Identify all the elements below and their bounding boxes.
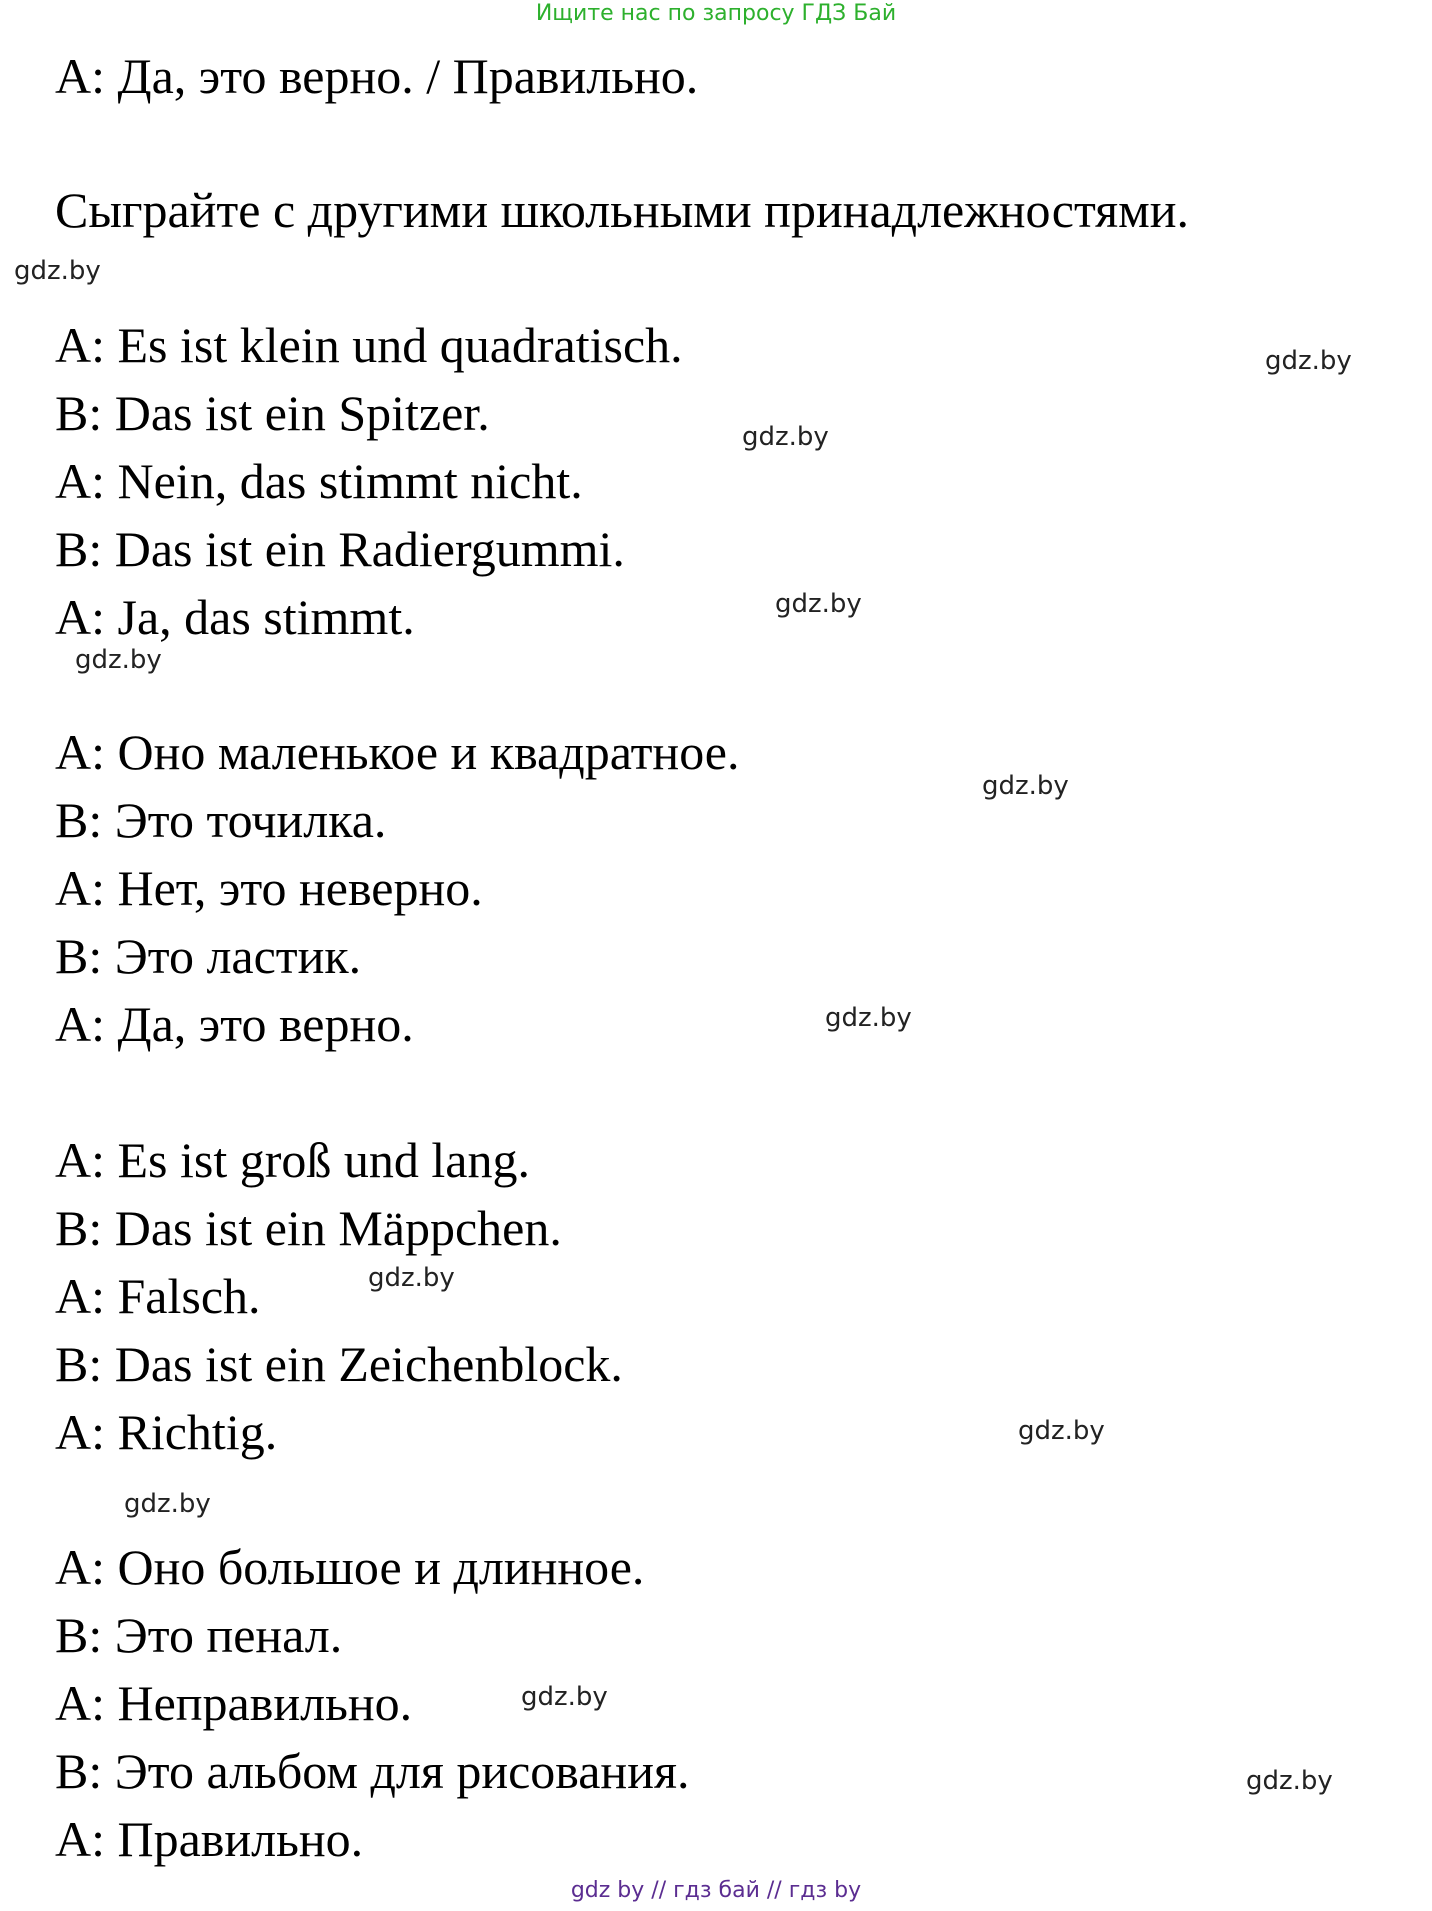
dialog-line: В: Это ластик. <box>55 928 362 984</box>
dialog-line: B: Das ist ein Mäppchen. <box>55 1200 562 1256</box>
watermark: gdz.by <box>14 256 101 286</box>
watermark: gdz.by <box>1246 1766 1333 1796</box>
dialog-line: А: Оно большое и длинное. <box>55 1539 645 1595</box>
watermark: gdz.by <box>75 645 162 675</box>
search-banner: Ищите нас по запросу ГДЗ Бай <box>535 1 897 26</box>
dialog-line: A: Falsch. <box>55 1268 261 1324</box>
text-line: А: Да, это верно. / Правильно. <box>55 48 699 104</box>
dialog-line: A: Ja, das stimmt. <box>55 589 415 645</box>
dialog-line: А: Неправильно. <box>55 1675 413 1731</box>
dialog-line: A: Es ist groß und lang. <box>55 1132 530 1188</box>
watermark: gdz.by <box>368 1263 455 1293</box>
dialog-line: А: Правильно. <box>55 1811 364 1867</box>
dialog-line: В: Это альбом для рисования. <box>55 1743 690 1799</box>
watermark: gdz.by <box>1018 1416 1105 1446</box>
watermark: gdz.by <box>1265 346 1352 376</box>
watermark: gdz.by <box>742 422 829 452</box>
dialog-line: В: Это точилка. <box>55 792 387 848</box>
watermark: gdz.by <box>521 1682 608 1712</box>
dialog-line: B: Das ist ein Zeichenblock. <box>55 1336 623 1392</box>
dialog-line: А: Оно маленькое и квадратное. <box>55 724 740 780</box>
watermark: gdz.by <box>775 589 862 619</box>
dialog-line: В: Это пенал. <box>55 1607 343 1663</box>
dialog-line: A: Es ist klein und quadratisch. <box>55 317 683 373</box>
dialog-line: А: Нет, это неверно. <box>55 860 483 916</box>
dialog-line: B: Das ist ein Spitzer. <box>55 385 490 441</box>
dialog-line: A: Nein, das stimmt nicht. <box>55 453 583 509</box>
instruction-line: Сыграйте с другими школьными принадлежностями. <box>55 182 1190 238</box>
dialog-line: A: Richtig. <box>55 1404 278 1460</box>
footer-links: gdz by // гдз бай // гдз by <box>570 1878 862 1903</box>
dialog-line: B: Das ist ein Radiergummi. <box>55 521 625 577</box>
watermark: gdz.by <box>982 771 1069 801</box>
watermark: gdz.by <box>825 1003 912 1033</box>
watermark: gdz.by <box>124 1489 211 1519</box>
dialog-line: А: Да, это верно. <box>55 996 414 1052</box>
